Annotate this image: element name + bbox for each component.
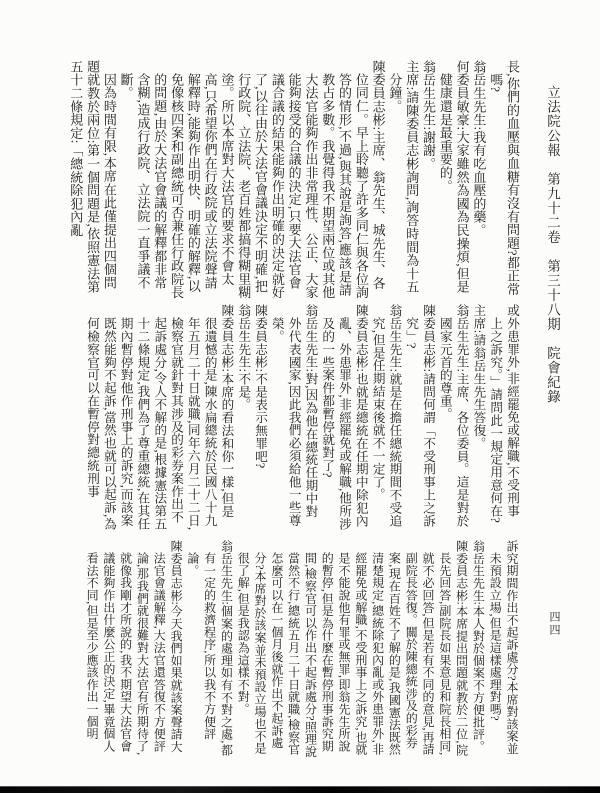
paragraph: 主席:請翁岳生先生答復。 bbox=[471, 304, 486, 450]
paragraph: 何委員敏豪:大家雖然為國為民操煩,但是健康還是最重要的。 bbox=[437, 60, 470, 294]
page-number: 四四 bbox=[548, 611, 560, 637]
paragraph: 因為時間有限,本席在此僅提出四個問題就教於兩位:第一個問題是,依照憲法第五十二條規定:「總統除犯內亂 bbox=[68, 60, 117, 294]
paragraph: 翁岳生先生:主席、各位委員。這是對於國家元首的尊重。 bbox=[437, 304, 469, 528]
paragraph: 陳委員志彬:不是表示無罪吧? bbox=[253, 304, 268, 469]
gazette-header-title: 立法院公報 第九十二卷 第三十八期 院會紀錄 bbox=[545, 85, 560, 404]
paragraph: 翁岳生先生:就是在擔任總統期間不受追究,但是任期結束後就不一定了。 bbox=[370, 304, 402, 528]
paragraph: 翁岳生先生:個案的處理如有不對之處,都有一定的救濟程序,所以我不方便評論。 bbox=[185, 540, 234, 757]
paragraph: 陳委員志彬:主席、翁先生、城先生、各位同仁。早上聆聽了許多同仁與各位詢答的情形,不過,與其說是詢答,應該是請教占多數。我覺得我不期望兩位或其他大法官能夠作出非常理性、公正、大家能夠接受的合議的決定,只要大法官會議合議的結果能夠作出明確的決定就好了,以往由於大法官會議決定不明確,把行政院、立法院、老百姓都搞得糊里糊塗。所以本席對大法官的要求不會太高,只希望你們在行政院或立法院聲請解釋時,能夠作出明快、明確的解釋,以免像核四案和副總統可否兼任行政院長的問題,由於大法官會議的解釋都非常含糊,造成行政院、立法院一直爭議不斷。 bbox=[118, 60, 386, 300]
paragraph: 陳委員志彬:本席的看法和你一樣,但是很遺憾的是,陳水扁總統於民國八十九年五月二十日就職,同年六月二十二日,檢察官就針對其涉及的彩券案作出不起訴處分,令人不解的是,根據憲法第五十二條規定,我們為了尊重總統,在其任期內暫停對他作刑事上的訴究,而該案既然能夠不起訴,當然也就可以起訴,為何檢察官可以在暫停對總統刑事 bbox=[85, 304, 234, 530]
paragraph: 翁岳生先生:對,因為他在總統任期中對外代表國家,因此我們必須給他一些尊榮。 bbox=[269, 304, 318, 527]
paragraph: 翁岳生先生:本人對於個案不方便批評。 bbox=[471, 540, 486, 753]
paragraph: 訴究期間作出不起訴處分?本席對該案並未預設立場,但是這樣處理對嗎? bbox=[488, 540, 519, 755]
paragraph: 陳委員志彬:也就是總統在任期中除犯內亂、外患罪外,非經罷免或解職,他所涉及的一些案件都暫停就對了? bbox=[320, 304, 368, 530]
paragraph: 翁岳生先生:不是。 bbox=[236, 304, 251, 411]
text-band-bottom bbox=[83, 540, 520, 762]
paragraph: 或外患罪外,非經罷免或解職,不受刑事上之訴究。」請問此一規定用意何在? bbox=[488, 304, 519, 523]
text-band-top bbox=[66, 60, 520, 301]
paragraph: 翁岳生先生:我有吃血壓的藥。 bbox=[471, 60, 487, 237]
paragraph: 長,你們的血壓與血糖有沒有問題?都正常嗎? bbox=[488, 60, 520, 296]
paragraph: 主席:請陳委員志彬詢問,詢答時間為十五分鐘。 bbox=[387, 60, 420, 294]
paragraph: 陳委員志彬:本席提出問題就教於二位,院長先回答,副院長如果意見和院長相同,就不必回答,但是若有不同的意見,再請副院長答復。關於陳總統涉及的彩券案,現在百姓不了解的是,我國憲法既然清楚規定,總統除犯內亂或外患罪外,非經罷免或解職,不受刑事上之訴究,也就是不能說他有罪或無罪,即翁先生所說的暫停,但是為什麼在暫停刑事訴究期間,檢察官可以作出不起訴處分?照理說當然不行,總統五月二十日就職,檢察官怎麼可以在一個月後就作出不起訴處分?本席對於該案並未預設立場也不是很了解,但是我認為這樣不對。 bbox=[236, 540, 469, 758]
paragraph: 陳委員志彬:今天我們如果就該案聲請大法官會議解釋,大法官還答復不方便評論,那我們就很難對大法官有所期待了,就像我剛才所說的,我不期望大法官會議能夠作出什麼公正的決定,畢竟個人看法不同,但是至少應該作出一個明 bbox=[85, 540, 184, 756]
scan-edge-artifact bbox=[0, 786, 600, 793]
paragraph: 陳委員志彬:請問何謂「不受刑事上之訴究」? bbox=[404, 304, 436, 528]
text-band-middle bbox=[83, 304, 520, 530]
paragraph: 翁岳生先生:謝謝。 bbox=[421, 60, 437, 171]
